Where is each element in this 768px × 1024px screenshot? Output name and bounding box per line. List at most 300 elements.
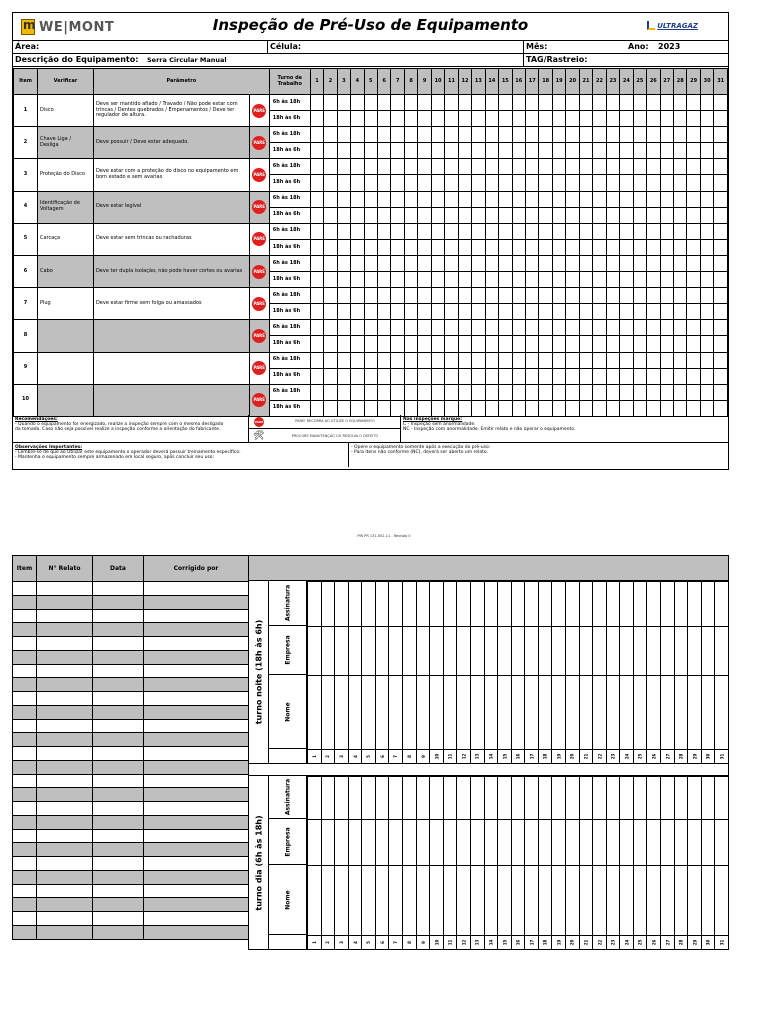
check-cell[interactable]	[445, 304, 458, 320]
signature-cell[interactable]	[633, 676, 647, 750]
check-cell[interactable]	[485, 288, 498, 304]
check-cell[interactable]	[647, 207, 660, 223]
check-cell[interactable]	[714, 272, 728, 288]
signature-cell[interactable]	[701, 676, 715, 750]
signature-cell[interactable]	[715, 820, 729, 866]
check-cell[interactable]	[647, 400, 660, 416]
signature-cell[interactable]	[348, 676, 362, 750]
check-cell[interactable]	[472, 288, 485, 304]
check-cell[interactable]	[485, 255, 498, 271]
check-cell[interactable]	[310, 304, 323, 320]
report-cell[interactable]	[93, 898, 144, 912]
check-cell[interactable]	[673, 95, 686, 111]
signature-cell[interactable]	[552, 820, 566, 866]
signature-cell[interactable]	[484, 627, 498, 676]
report-cell[interactable]	[37, 829, 93, 843]
check-cell[interactable]	[673, 175, 686, 191]
check-cell[interactable]	[351, 111, 364, 127]
signature-cell[interactable]	[525, 676, 539, 750]
check-cell[interactable]	[606, 127, 619, 143]
report-cell[interactable]	[93, 774, 144, 788]
check-cell[interactable]	[324, 223, 337, 239]
check-cell[interactable]	[714, 191, 728, 207]
report-cell[interactable]	[93, 870, 144, 884]
signature-cell[interactable]	[430, 676, 444, 750]
report-cell[interactable]	[93, 815, 144, 829]
check-cell[interactable]	[418, 400, 431, 416]
check-cell[interactable]	[687, 320, 700, 336]
report-cell[interactable]	[93, 692, 144, 706]
signature-cell[interactable]	[606, 777, 620, 820]
check-cell[interactable]	[620, 288, 633, 304]
check-cell[interactable]	[700, 223, 713, 239]
signature-cell[interactable]	[674, 866, 688, 936]
check-cell[interactable]	[499, 368, 512, 384]
check-cell[interactable]	[445, 127, 458, 143]
check-cell[interactable]	[579, 384, 592, 400]
check-cell[interactable]	[391, 207, 404, 223]
signature-cell[interactable]	[511, 627, 525, 676]
report-cell[interactable]	[144, 843, 249, 857]
check-cell[interactable]	[378, 239, 391, 255]
check-cell[interactable]	[337, 368, 350, 384]
report-cell[interactable]	[144, 637, 249, 651]
check-cell[interactable]	[566, 111, 579, 127]
check-cell[interactable]	[472, 223, 485, 239]
signature-cell[interactable]	[443, 866, 457, 936]
check-cell[interactable]	[660, 159, 673, 175]
signature-cell[interactable]	[674, 582, 688, 627]
check-cell[interactable]	[593, 384, 606, 400]
check-cell[interactable]	[700, 320, 713, 336]
signature-cell[interactable]	[565, 820, 579, 866]
check-cell[interactable]	[337, 320, 350, 336]
check-cell[interactable]	[310, 207, 323, 223]
signature-cell[interactable]	[620, 777, 634, 820]
check-cell[interactable]	[606, 207, 619, 223]
check-cell[interactable]	[310, 175, 323, 191]
check-cell[interactable]	[431, 207, 444, 223]
check-cell[interactable]	[714, 143, 728, 159]
check-cell[interactable]	[620, 95, 633, 111]
check-cell[interactable]	[351, 191, 364, 207]
report-cell[interactable]	[144, 705, 249, 719]
check-cell[interactable]	[552, 191, 565, 207]
report-cell[interactable]	[37, 815, 93, 829]
check-cell[interactable]	[700, 336, 713, 352]
check-cell[interactable]	[472, 143, 485, 159]
check-cell[interactable]	[337, 255, 350, 271]
check-cell[interactable]	[673, 159, 686, 175]
signature-cell[interactable]	[348, 777, 362, 820]
report-cell[interactable]	[93, 678, 144, 692]
report-cell[interactable]	[144, 623, 249, 637]
check-cell[interactable]	[660, 400, 673, 416]
check-cell[interactable]	[539, 207, 552, 223]
signature-cell[interactable]	[403, 777, 417, 820]
report-cell[interactable]	[93, 925, 144, 939]
signature-cell[interactable]	[308, 676, 322, 750]
check-cell[interactable]	[579, 352, 592, 368]
signature-cell[interactable]	[416, 820, 430, 866]
signature-cell[interactable]	[416, 582, 430, 627]
check-cell[interactable]	[579, 272, 592, 288]
check-cell[interactable]	[714, 288, 728, 304]
report-cell[interactable]	[13, 705, 37, 719]
check-cell[interactable]	[351, 143, 364, 159]
check-cell[interactable]	[310, 288, 323, 304]
check-cell[interactable]	[633, 175, 646, 191]
check-cell[interactable]	[673, 400, 686, 416]
check-cell[interactable]	[512, 288, 525, 304]
check-cell[interactable]	[391, 384, 404, 400]
report-cell[interactable]	[93, 582, 144, 596]
check-cell[interactable]	[445, 207, 458, 223]
report-cell[interactable]	[144, 925, 249, 939]
signature-cell[interactable]	[457, 866, 471, 936]
check-cell[interactable]	[579, 400, 592, 416]
check-cell[interactable]	[606, 111, 619, 127]
check-cell[interactable]	[445, 255, 458, 271]
signature-cell[interactable]	[443, 820, 457, 866]
check-cell[interactable]	[566, 191, 579, 207]
signature-cell[interactable]	[403, 676, 417, 750]
check-cell[interactable]	[552, 368, 565, 384]
check-cell[interactable]	[647, 223, 660, 239]
report-cell[interactable]	[13, 595, 37, 609]
check-cell[interactable]	[499, 255, 512, 271]
check-cell[interactable]	[485, 400, 498, 416]
check-cell[interactable]	[714, 336, 728, 352]
check-cell[interactable]	[499, 239, 512, 255]
signature-cell[interactable]	[362, 820, 376, 866]
check-cell[interactable]	[458, 400, 471, 416]
signature-cell[interactable]	[701, 627, 715, 676]
check-cell[interactable]	[499, 127, 512, 143]
check-cell[interactable]	[499, 95, 512, 111]
check-cell[interactable]	[485, 111, 498, 127]
report-cell[interactable]	[37, 650, 93, 664]
check-cell[interactable]	[526, 336, 539, 352]
check-cell[interactable]	[620, 223, 633, 239]
check-cell[interactable]	[660, 175, 673, 191]
check-cell[interactable]	[499, 159, 512, 175]
signature-cell[interactable]	[674, 777, 688, 820]
report-cell[interactable]	[13, 664, 37, 678]
check-cell[interactable]	[418, 304, 431, 320]
check-cell[interactable]	[378, 111, 391, 127]
check-cell[interactable]	[391, 255, 404, 271]
check-cell[interactable]	[512, 175, 525, 191]
signature-cell[interactable]	[389, 820, 403, 866]
signature-cell[interactable]	[511, 676, 525, 750]
check-cell[interactable]	[418, 175, 431, 191]
check-cell[interactable]	[539, 320, 552, 336]
check-cell[interactable]	[378, 223, 391, 239]
check-cell[interactable]	[714, 255, 728, 271]
check-cell[interactable]	[364, 272, 377, 288]
check-cell[interactable]	[687, 384, 700, 400]
signature-cell[interactable]	[321, 582, 335, 627]
report-cell[interactable]	[37, 719, 93, 733]
check-cell[interactable]	[391, 368, 404, 384]
signature-cell[interactable]	[498, 820, 512, 866]
check-cell[interactable]	[512, 272, 525, 288]
check-cell[interactable]	[364, 191, 377, 207]
check-cell[interactable]	[431, 159, 444, 175]
check-cell[interactable]	[593, 159, 606, 175]
check-cell[interactable]	[351, 175, 364, 191]
check-cell[interactable]	[431, 288, 444, 304]
check-cell[interactable]	[687, 288, 700, 304]
check-cell[interactable]	[700, 191, 713, 207]
check-cell[interactable]	[647, 336, 660, 352]
report-cell[interactable]	[13, 650, 37, 664]
check-cell[interactable]	[512, 95, 525, 111]
check-cell[interactable]	[579, 159, 592, 175]
check-cell[interactable]	[364, 239, 377, 255]
check-cell[interactable]	[593, 111, 606, 127]
check-cell[interactable]	[458, 272, 471, 288]
check-cell[interactable]	[512, 384, 525, 400]
report-cell[interactable]	[93, 760, 144, 774]
check-cell[interactable]	[310, 384, 323, 400]
check-cell[interactable]	[378, 336, 391, 352]
signature-cell[interactable]	[308, 627, 322, 676]
check-cell[interactable]	[431, 384, 444, 400]
check-cell[interactable]	[526, 95, 539, 111]
signature-cell[interactable]	[348, 627, 362, 676]
check-cell[interactable]	[633, 400, 646, 416]
signature-cell[interactable]	[579, 582, 593, 627]
check-cell[interactable]	[458, 191, 471, 207]
check-cell[interactable]	[647, 127, 660, 143]
check-cell[interactable]	[337, 95, 350, 111]
check-cell[interactable]	[404, 320, 417, 336]
signature-cell[interactable]	[593, 820, 607, 866]
check-cell[interactable]	[552, 320, 565, 336]
signature-cell[interactable]	[457, 777, 471, 820]
check-cell[interactable]	[378, 207, 391, 223]
check-cell[interactable]	[337, 400, 350, 416]
check-cell[interactable]	[620, 175, 633, 191]
check-cell[interactable]	[351, 272, 364, 288]
check-cell[interactable]	[673, 352, 686, 368]
check-cell[interactable]	[593, 336, 606, 352]
check-cell[interactable]	[512, 239, 525, 255]
report-cell[interactable]	[144, 747, 249, 761]
check-cell[interactable]	[404, 127, 417, 143]
check-cell[interactable]	[431, 272, 444, 288]
check-cell[interactable]	[700, 159, 713, 175]
report-cell[interactable]	[13, 760, 37, 774]
signature-cell[interactable]	[470, 866, 484, 936]
check-cell[interactable]	[431, 368, 444, 384]
check-cell[interactable]	[593, 191, 606, 207]
report-cell[interactable]	[93, 664, 144, 678]
signature-cell[interactable]	[579, 820, 593, 866]
check-cell[interactable]	[445, 191, 458, 207]
signature-cell[interactable]	[593, 582, 607, 627]
signature-cell[interactable]	[620, 866, 634, 936]
check-cell[interactable]	[445, 368, 458, 384]
check-cell[interactable]	[364, 223, 377, 239]
signature-cell[interactable]	[688, 582, 702, 627]
check-cell[interactable]	[310, 223, 323, 239]
signature-cell[interactable]	[375, 820, 389, 866]
report-cell[interactable]	[13, 802, 37, 816]
signature-cell[interactable]	[470, 777, 484, 820]
report-cell[interactable]	[37, 595, 93, 609]
check-cell[interactable]	[620, 272, 633, 288]
signature-cell[interactable]	[661, 627, 675, 676]
report-cell[interactable]	[13, 678, 37, 692]
check-cell[interactable]	[579, 255, 592, 271]
check-cell[interactable]	[445, 288, 458, 304]
check-cell[interactable]	[431, 239, 444, 255]
signature-cell[interactable]	[498, 627, 512, 676]
check-cell[interactable]	[391, 111, 404, 127]
check-cell[interactable]	[687, 255, 700, 271]
check-cell[interactable]	[324, 272, 337, 288]
check-cell[interactable]	[579, 304, 592, 320]
check-cell[interactable]	[539, 352, 552, 368]
check-cell[interactable]	[566, 239, 579, 255]
check-cell[interactable]	[337, 175, 350, 191]
check-cell[interactable]	[633, 143, 646, 159]
signature-cell[interactable]	[552, 676, 566, 750]
check-cell[interactable]	[364, 95, 377, 111]
check-cell[interactable]	[472, 400, 485, 416]
report-cell[interactable]	[37, 774, 93, 788]
check-cell[interactable]	[472, 336, 485, 352]
signature-cell[interactable]	[362, 582, 376, 627]
check-cell[interactable]	[324, 143, 337, 159]
check-cell[interactable]	[418, 368, 431, 384]
check-cell[interactable]	[552, 127, 565, 143]
check-cell[interactable]	[404, 175, 417, 191]
signature-cell[interactable]	[620, 820, 634, 866]
signature-cell[interactable]	[633, 627, 647, 676]
check-cell[interactable]	[579, 143, 592, 159]
report-cell[interactable]	[13, 582, 37, 596]
check-cell[interactable]	[310, 320, 323, 336]
check-cell[interactable]	[633, 223, 646, 239]
check-cell[interactable]	[485, 95, 498, 111]
check-cell[interactable]	[593, 239, 606, 255]
check-cell[interactable]	[579, 191, 592, 207]
check-cell[interactable]	[526, 368, 539, 384]
check-cell[interactable]	[445, 320, 458, 336]
check-cell[interactable]	[418, 191, 431, 207]
check-cell[interactable]	[687, 191, 700, 207]
check-cell[interactable]	[660, 304, 673, 320]
signature-cell[interactable]	[348, 820, 362, 866]
check-cell[interactable]	[579, 320, 592, 336]
report-cell[interactable]	[37, 705, 93, 719]
signature-cell[interactable]	[430, 866, 444, 936]
check-cell[interactable]	[633, 352, 646, 368]
signature-cell[interactable]	[565, 676, 579, 750]
check-cell[interactable]	[620, 255, 633, 271]
mes-field[interactable]	[524, 41, 547, 53]
check-cell[interactable]	[552, 175, 565, 191]
check-cell[interactable]	[324, 304, 337, 320]
signature-cell[interactable]	[593, 676, 607, 750]
celula-field[interactable]	[268, 41, 301, 53]
check-cell[interactable]	[647, 384, 660, 400]
signature-cell[interactable]	[511, 820, 525, 866]
check-cell[interactable]	[647, 352, 660, 368]
signature-cell[interactable]	[430, 820, 444, 866]
check-cell[interactable]	[566, 127, 579, 143]
check-cell[interactable]	[593, 368, 606, 384]
signature-cell[interactable]	[498, 777, 512, 820]
report-cell[interactable]	[144, 760, 249, 774]
report-cell[interactable]	[37, 843, 93, 857]
report-cell[interactable]	[144, 595, 249, 609]
check-cell[interactable]	[337, 127, 350, 143]
check-cell[interactable]	[445, 223, 458, 239]
check-cell[interactable]	[593, 127, 606, 143]
check-cell[interactable]	[700, 288, 713, 304]
check-cell[interactable]	[714, 95, 728, 111]
check-cell[interactable]	[714, 127, 728, 143]
report-cell[interactable]	[93, 719, 144, 733]
check-cell[interactable]	[539, 272, 552, 288]
check-cell[interactable]	[633, 304, 646, 320]
signature-cell[interactable]	[321, 676, 335, 750]
report-cell[interactable]	[13, 829, 37, 843]
check-cell[interactable]	[539, 368, 552, 384]
check-cell[interactable]	[458, 223, 471, 239]
check-cell[interactable]	[378, 320, 391, 336]
report-cell[interactable]	[144, 857, 249, 871]
signature-cell[interactable]	[579, 777, 593, 820]
report-cell[interactable]	[37, 802, 93, 816]
check-cell[interactable]	[620, 352, 633, 368]
check-cell[interactable]	[660, 127, 673, 143]
check-cell[interactable]	[364, 400, 377, 416]
check-cell[interactable]	[700, 95, 713, 111]
check-cell[interactable]	[404, 288, 417, 304]
check-cell[interactable]	[458, 159, 471, 175]
signature-cell[interactable]	[674, 676, 688, 750]
signature-cell[interactable]	[593, 866, 607, 936]
check-cell[interactable]	[378, 384, 391, 400]
report-cell[interactable]	[37, 623, 93, 637]
check-cell[interactable]	[458, 288, 471, 304]
check-cell[interactable]	[714, 111, 728, 127]
signature-cell[interactable]	[647, 866, 661, 936]
check-cell[interactable]	[512, 111, 525, 127]
check-cell[interactable]	[378, 368, 391, 384]
check-cell[interactable]	[673, 320, 686, 336]
signature-cell[interactable]	[579, 676, 593, 750]
check-cell[interactable]	[606, 320, 619, 336]
check-cell[interactable]	[391, 400, 404, 416]
signature-cell[interactable]	[484, 676, 498, 750]
ano-field[interactable]	[626, 41, 649, 53]
check-cell[interactable]	[337, 207, 350, 223]
report-cell[interactable]	[144, 692, 249, 706]
check-cell[interactable]	[539, 400, 552, 416]
signature-cell[interactable]	[430, 627, 444, 676]
check-cell[interactable]	[458, 127, 471, 143]
check-cell[interactable]	[324, 159, 337, 175]
check-cell[interactable]	[593, 175, 606, 191]
check-cell[interactable]	[485, 272, 498, 288]
